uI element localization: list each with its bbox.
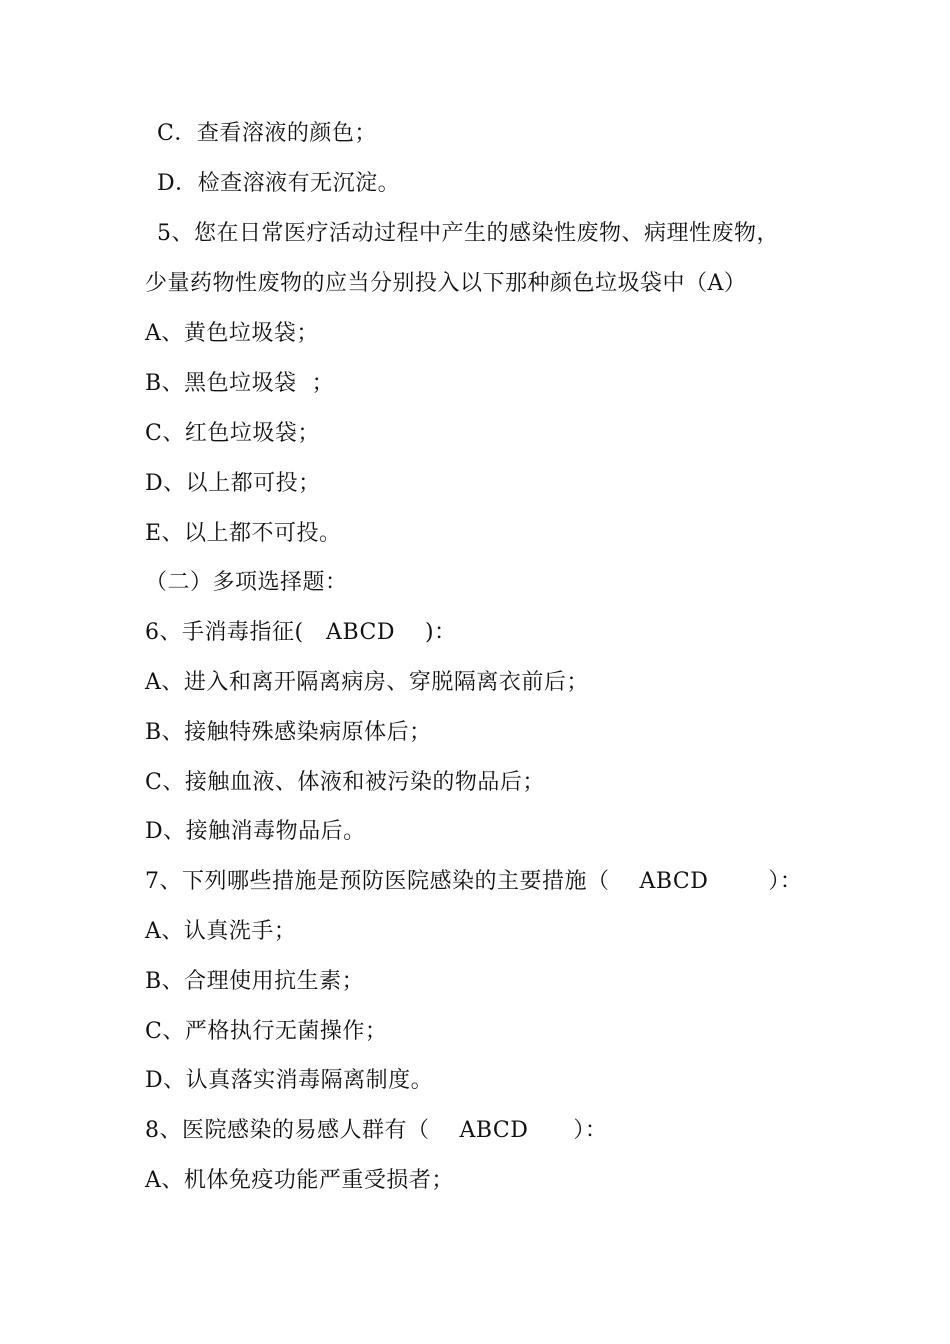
q7-option-c: C、严格执行无菌操作； <box>145 1019 388 1044</box>
question-6: 6、手消毒指征( ABCD )： <box>145 620 457 645</box>
question-7: 7、下列哪些措施是预防医院感染的主要措施（ ABCD ）： <box>145 869 803 894</box>
section-heading: （二）多项选择题： <box>145 570 348 595</box>
q5-option-a: A、黄色垃圾袋； <box>145 321 319 346</box>
q5-option-b: B、黑色垃圾袋 ； <box>145 371 335 396</box>
q7-option-a: A、认真洗手； <box>145 919 297 944</box>
q6-option-d: D、接触消毒物品后。 <box>145 819 366 844</box>
question-5-line-1: 5、您在日常医疗活动过程中产生的感染性废物、病理性废物， <box>157 221 779 246</box>
option-d-line: D．检查溶液有无沉淀。 <box>157 171 401 196</box>
q5-option-d: D、以上都可投； <box>145 471 321 496</box>
q6-option-b: B、接触特殊感染病原体后； <box>145 720 432 745</box>
question-5-line-2: 少量药物性废物的应当分别投入以下那种颜色垃圾袋中（A） <box>145 271 747 296</box>
q7-option-b: B、合理使用抗生素； <box>145 969 365 994</box>
q6-option-a: A、进入和离开隔离病房、穿脱隔离衣前后； <box>145 670 589 695</box>
option-c-line: C．查看溶液的颜色； <box>157 121 377 146</box>
q5-option-c: C、红色垃圾袋； <box>145 421 320 446</box>
question-8: 8、医院感染的易感人群有（ ABCD ）： <box>145 1118 608 1143</box>
q5-option-e: E、以上都不可投。 <box>145 521 342 546</box>
q6-option-c: C、接触血液、体液和被污染的物品后； <box>145 770 545 795</box>
q8-option-a: A、机体免疫功能严重受损者； <box>145 1168 454 1193</box>
q7-option-d: D、认真落实消毒隔离制度。 <box>145 1068 434 1093</box>
